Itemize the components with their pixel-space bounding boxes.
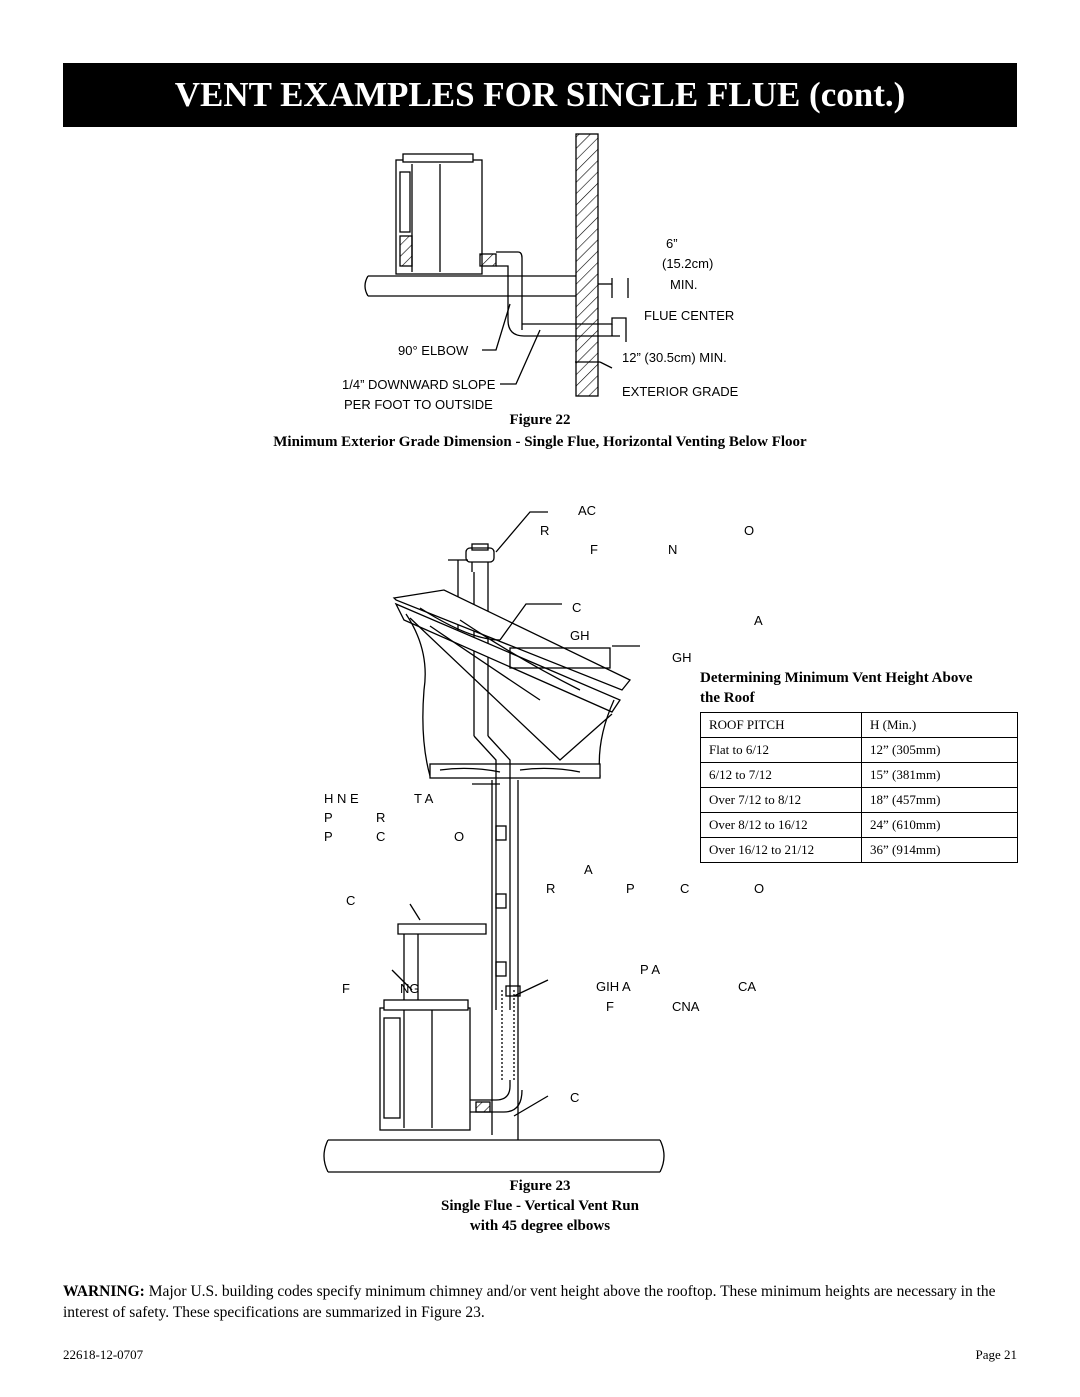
figure-22-label: Figure 22 [509, 412, 571, 428]
fig23-label-p1: P [324, 810, 333, 825]
table-cell: Over 8/12 to 16/12 [701, 813, 862, 838]
fig23-label-c2: C [376, 829, 386, 844]
fig23-label-p2: P [324, 829, 333, 844]
fig23-label-c5: C [570, 1090, 580, 1105]
fig23-label-f: F [590, 542, 598, 557]
fig23-label-gh-1: GH [570, 628, 590, 643]
stove-unit-lower [380, 1000, 470, 1130]
warning-text: Major U.S. building codes specify minimum chimney and/or vent height above the rooftop. These minimum heights are necessary in the interest of safety. These specifications are summarized in Figure 23. [63, 1283, 996, 1321]
fig23-label-ta: T A [414, 791, 434, 806]
dim-6-in: 6” [666, 236, 678, 251]
fig23-label-o: O [744, 523, 755, 538]
floor-lower [324, 1140, 664, 1172]
stove-unit [396, 154, 482, 274]
exterior-wall [576, 134, 598, 396]
fig23-label-ca: CA [738, 979, 757, 994]
fig23-label-o3: O [754, 881, 765, 896]
table-row [701, 763, 1018, 788]
min-12-label: 12” (30.5cm) MIN. [622, 350, 727, 365]
floor-slab [365, 276, 576, 296]
table-cell: 24” (610mm) [862, 813, 1018, 838]
figure-23-label: Figure 23 [509, 1178, 571, 1194]
fig23-label-gh-2: GH [672, 650, 692, 665]
fig23-label-c: C [572, 600, 582, 615]
figure-23-caption-line2: with 45 degree elbows [469, 1218, 611, 1234]
fig23-label-r2: R [376, 810, 386, 825]
roof-pitch-table [700, 712, 1018, 863]
fig23-label-f2: F [342, 981, 350, 996]
figure-23-caption-line1: Single Flue - Vertical Vent Run [441, 1198, 639, 1214]
dim-min: MIN. [670, 277, 698, 292]
table-cell: 36” (914mm) [862, 838, 1018, 863]
fig23-label-c3: C [680, 881, 690, 896]
fig23-label-n: N [668, 542, 678, 557]
table-cell: 18” (457mm) [862, 788, 1018, 813]
fig23-label-c4: C [346, 893, 356, 908]
dim-15cm: (15.2cm) [662, 256, 714, 271]
fig23-label-pa: P A [640, 962, 661, 977]
vent-height-title [700, 668, 1020, 708]
flue-center-label: FLUE CENTER [644, 308, 735, 323]
table-cell: 12” (305mm) [862, 738, 1018, 763]
fig23-label-giha: GIH A [596, 979, 631, 994]
fig23-label-a: A [754, 613, 763, 628]
fig23-label-a2: A [584, 862, 593, 877]
fig23-label-ac: AC [578, 503, 597, 518]
table-cell: 6/12 to 7/12 [701, 763, 862, 788]
vent-height-title-line1: Determining Minimum Vent Height Above [700, 670, 973, 686]
exterior-grade-label: EXTERIOR GRADE [622, 384, 739, 399]
fig23-label-r: R [540, 523, 550, 538]
page-number: Page 21 [975, 1347, 1017, 1362]
figure-22-caption: Minimum Exterior Grade Dimension - Single Flue, Horizontal Venting Below Floor [273, 434, 807, 450]
ceiling [430, 764, 600, 778]
fig23-label-ng: NG [400, 981, 420, 996]
table-header-cell: ROOF PITCH [701, 713, 862, 738]
fig23-label-o2: O [454, 829, 465, 844]
table-header-cell: H (Min.) [862, 713, 1018, 738]
fig23-label-cna: CNA [672, 999, 700, 1014]
elbow-label: 90° ELBOW [398, 343, 469, 358]
fig23-label-f3: F [606, 999, 614, 1014]
fig23-label-p3: P [626, 881, 635, 896]
document-number: 22618-12-0707 [63, 1347, 144, 1362]
warning-paragraph [63, 1281, 1018, 1323]
page-title: VENT EXAMPLES FOR SINGLE FLUE (cont.) [63, 63, 1017, 127]
table-cell: Over 16/12 to 21/12 [701, 838, 862, 863]
table-row [701, 738, 1018, 763]
table-cell: Over 7/12 to 8/12 [701, 788, 862, 813]
figure-23-drawing [324, 512, 664, 1172]
table-row [701, 838, 1018, 863]
mantel [398, 924, 486, 1010]
vent-cap [466, 544, 494, 572]
table-cell: Flat to 6/12 [701, 738, 862, 763]
slope-label-2: PER FOOT TO OUTSIDE [344, 397, 493, 412]
roof-section [394, 590, 630, 776]
slope-label-1: 1/4” DOWNWARD SLOPE [342, 377, 496, 392]
flex-connector [502, 990, 514, 1080]
warning-label: WARNING: [63, 1283, 145, 1300]
fig23-label-r3: R [546, 881, 556, 896]
table-header-row [701, 713, 1018, 738]
table-row [701, 788, 1018, 813]
vent-height-title-line2: the Roof [700, 690, 755, 706]
table-cell: 15” (381mm) [862, 763, 1018, 788]
table-row [701, 813, 1018, 838]
fig23-label-hne: H N E [324, 791, 359, 806]
